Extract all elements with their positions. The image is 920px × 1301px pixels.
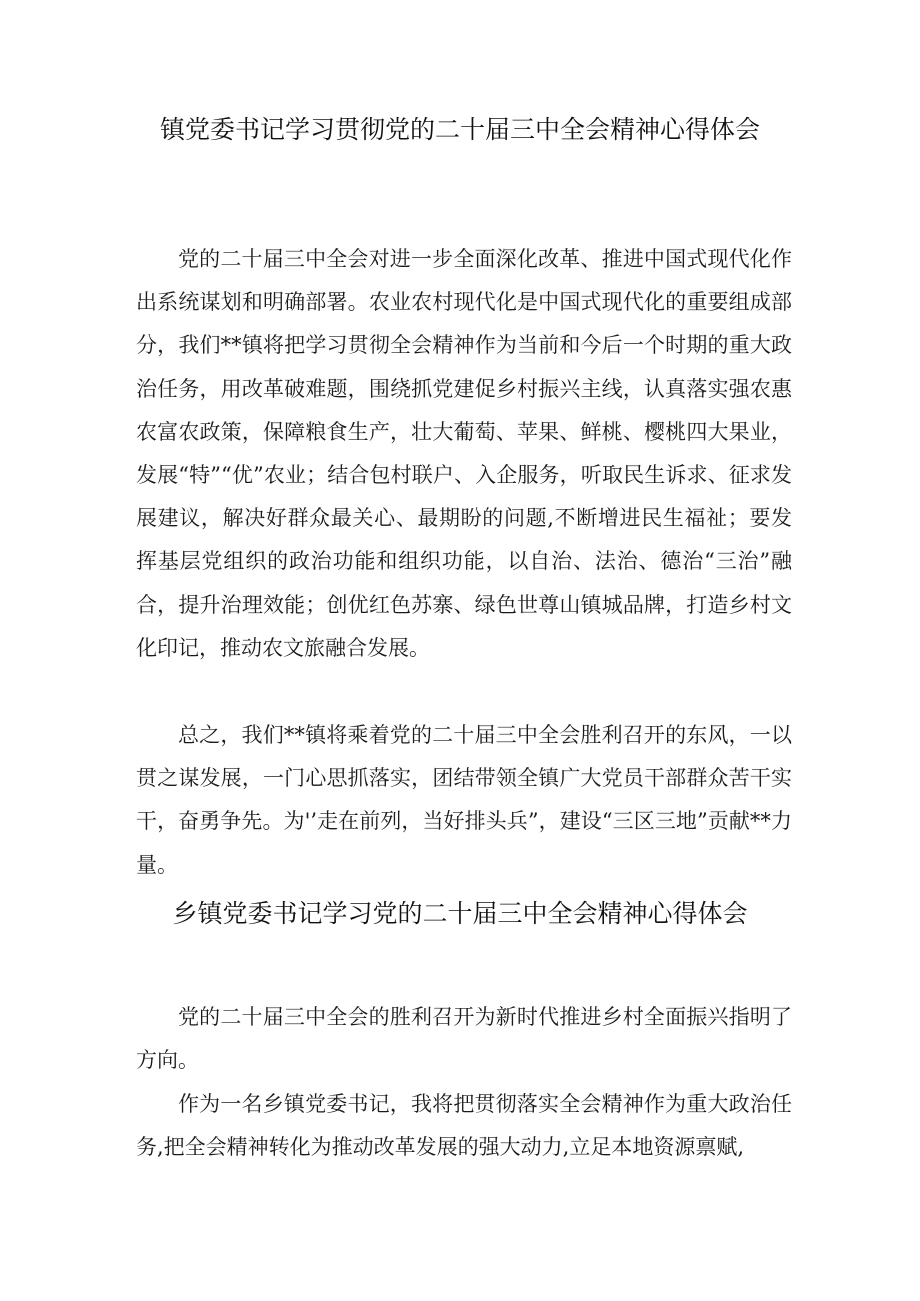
section-title-1: 镇党委书记学习贯彻党的二十届三中全会精神心得体会 — [159, 115, 760, 144]
section-title-2: 乡镇党委书记学习党的二十届三中全会精神心得体会 — [172, 899, 748, 928]
section-1-paragraph-2: 总之，我们**镇将乘着党的二十届三中全会胜利召开的东风，一以贯之谋发展，一门心思抓落实，团结带领全镇广大党员干部群众苦干实干，奋勇争先。为'’走在前列，当好排头兵”，建设“三区三地”贡献**力量。 — [136, 723, 792, 877]
section-1-paragraph-1: 党的二十届三中全会对进一步全面深化改革、推进中国式现代化作出系统谋划和明确部署。农业农村现代化是中国式现代化的重要组成部分，我们**镇将把学习贯彻全会精神作为当前和今后一个时期的重大政治任务，用改革破难题，围绕抓党建促乡村振兴主线，认真落实强农惠农富农政策，保障粮食生产，壮大葡萄、苹果、鲜桃、樱桃四大果业，发展“特”“优”农业；结合包村联户、入企服务，听取民生诉求、征求发展建议，解决好群众最关心、最期盼的问题,不断增进民生福祉；要发挥基层党组织的政治功能和组织功能，以自治、法治、德治“三治”融合，提升治理效能；创优红色苏寨、绿色世尊山镇城品牌，打造乡村文化印记，推动农文旅融合发展。 — [136, 247, 792, 660]
section-2-paragraph-2: 作为一名乡镇党委书记，我将把贯彻落实全会精神作为重大政治任务,把全会精神转化为推动改革发展的强大动力,立足本地资源禀赋, — [136, 1092, 792, 1160]
section-2-paragraph-1: 党的二十届三中全会的胜利召开为新时代推进乡村全面振兴指明了方向。 — [136, 1005, 792, 1073]
